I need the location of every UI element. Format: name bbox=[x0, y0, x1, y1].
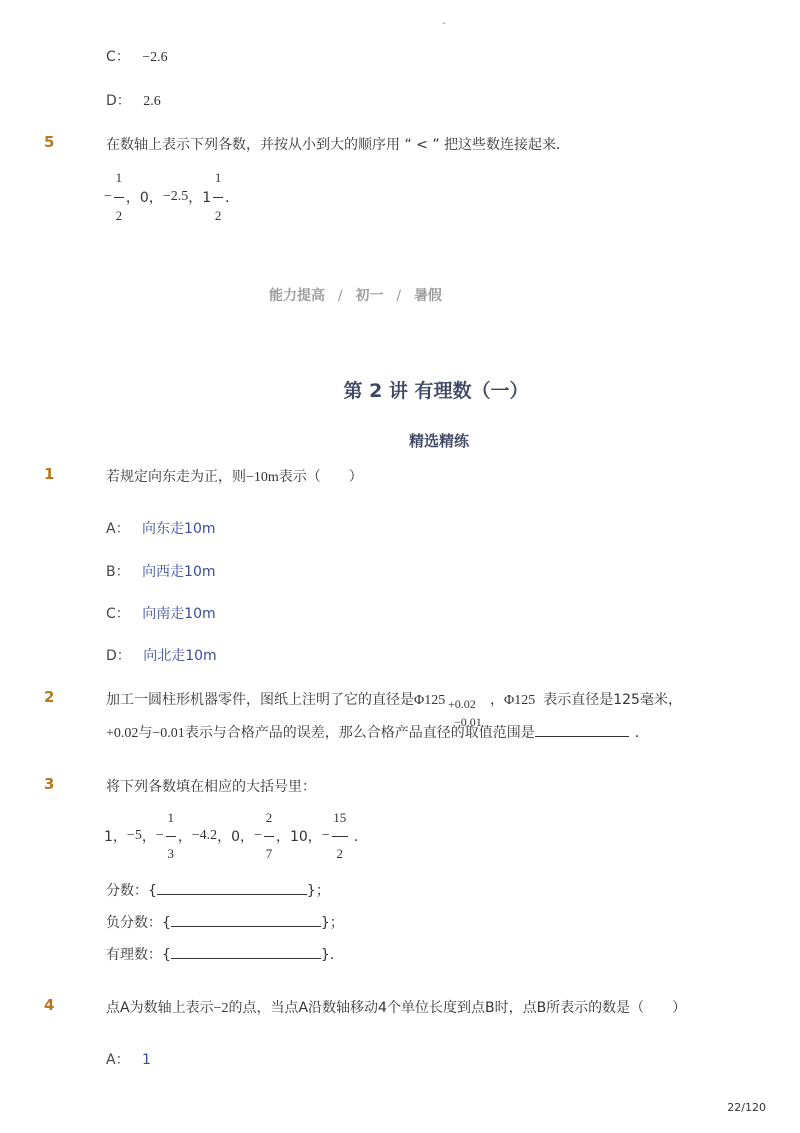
fraction bbox=[112, 170, 126, 224]
fill-row-close: }； bbox=[306, 883, 330, 899]
fill-row-fractions bbox=[106, 880, 330, 900]
answer-blank[interactable] bbox=[171, 913, 321, 927]
question-text: 将下列各数填在相应的大括号里： bbox=[106, 779, 316, 795]
option-value: 向东走10m bbox=[142, 521, 216, 537]
option-b[interactable] bbox=[106, 561, 216, 581]
number-value: +0.02 bbox=[106, 726, 139, 741]
text-part: 与 bbox=[138, 725, 153, 741]
end-punct: ． bbox=[353, 829, 368, 845]
option-value: 1 bbox=[142, 1052, 151, 1068]
text-part: 若规定向东走为正，则 bbox=[106, 469, 246, 485]
separator: ，10， bbox=[275, 829, 322, 845]
text-part: 表示与合格产品的误差，那么合格产品直径的取值范围是 bbox=[184, 725, 535, 741]
fraction-numerator: 1 bbox=[115, 170, 123, 185]
fill-row-rationals bbox=[106, 944, 344, 964]
fraction-numerator: 1 bbox=[214, 170, 222, 185]
option-label: A： bbox=[106, 521, 130, 537]
option-label: A： bbox=[106, 1052, 130, 1068]
option-label: B： bbox=[106, 564, 130, 580]
text-part: 加工一圆柱形机器零件，图纸上注明了它的直径是 bbox=[106, 692, 414, 708]
question-line-2 bbox=[106, 722, 649, 742]
minus-sign: − bbox=[254, 828, 262, 843]
fill-row-close: }． bbox=[320, 947, 344, 963]
question-number: 1 bbox=[44, 465, 55, 483]
text-part: 点A为数轴上表示 bbox=[106, 1000, 214, 1016]
answer-blank[interactable] bbox=[157, 881, 307, 895]
question-number: 3 bbox=[44, 775, 55, 793]
breadcrumb-part: 暑假 bbox=[413, 288, 442, 304]
question-text bbox=[106, 997, 686, 1017]
question-line-1 bbox=[106, 689, 682, 729]
upper-tolerance: +0.02 bbox=[448, 697, 476, 711]
breadcrumb-part: 能力提高 bbox=[269, 288, 325, 304]
text-part: 表示（ ） bbox=[278, 469, 363, 485]
question-number: 5 bbox=[44, 133, 55, 151]
option-c[interactable] bbox=[106, 46, 168, 66]
fill-row-negative-fractions bbox=[106, 912, 344, 932]
question-number: 2 bbox=[44, 688, 55, 706]
fraction bbox=[164, 810, 178, 862]
separator: ， bbox=[177, 829, 192, 845]
option-value: −2.6 bbox=[142, 50, 168, 65]
fraction-denominator: 2 bbox=[214, 208, 222, 223]
fill-row-label: 有理数：{ bbox=[106, 947, 171, 963]
fraction-numerator: 2 bbox=[265, 810, 273, 825]
separator: ，0， bbox=[125, 190, 163, 206]
option-value: 向北走10m bbox=[143, 648, 217, 664]
number-value: −2 bbox=[213, 1001, 229, 1016]
separator: ，0， bbox=[217, 829, 255, 845]
fraction bbox=[262, 810, 276, 862]
option-a[interactable] bbox=[106, 1049, 151, 1069]
number-value: −10m bbox=[246, 470, 279, 485]
number-value: −4.2 bbox=[191, 828, 218, 843]
breadcrumb-part: 初一 bbox=[355, 288, 384, 304]
fill-row-label: 分数：{ bbox=[106, 883, 157, 899]
lecture-title: 第 2 讲 有理数（一） bbox=[343, 380, 529, 402]
fraction bbox=[211, 170, 225, 224]
breadcrumb-sep: / bbox=[337, 288, 343, 304]
separator: ，1 bbox=[188, 190, 212, 206]
lower-tolerance: −0.01 bbox=[454, 715, 482, 729]
option-value: 向西走10m bbox=[142, 564, 216, 580]
option-c[interactable] bbox=[106, 603, 216, 623]
option-value: 2.6 bbox=[143, 94, 161, 109]
option-label: C： bbox=[106, 49, 130, 65]
number-value: −2.5 bbox=[162, 189, 189, 204]
minus-sign: − bbox=[104, 189, 112, 204]
fraction-denominator: 3 bbox=[167, 846, 174, 861]
fill-row-label: 负分数：{ bbox=[106, 915, 171, 931]
fraction-denominator: 2 bbox=[336, 846, 343, 861]
option-label: D： bbox=[106, 648, 131, 664]
number-list bbox=[104, 808, 368, 864]
question-text bbox=[106, 466, 363, 486]
fraction-denominator: 2 bbox=[115, 208, 123, 223]
fraction bbox=[330, 810, 350, 862]
diameter-symbol: Φ125 bbox=[504, 693, 536, 708]
option-value: 向南走10m bbox=[142, 606, 216, 622]
option-label: C： bbox=[106, 606, 130, 622]
answer-blank[interactable] bbox=[171, 945, 321, 959]
fraction-numerator: 1 bbox=[167, 810, 174, 825]
number-list bbox=[104, 168, 239, 226]
fraction-numerator: 15 bbox=[333, 810, 347, 825]
page-header-mark: - bbox=[442, 18, 446, 29]
minus-sign: − bbox=[155, 828, 164, 843]
text-part: 的点，当点A沿数轴移动4个单位长度到点B时，点B所表示的数是（ ） bbox=[228, 1000, 687, 1016]
option-label: D： bbox=[106, 93, 131, 109]
option-a[interactable] bbox=[106, 518, 215, 538]
option-d[interactable] bbox=[106, 90, 161, 110]
number-value: 1， bbox=[104, 829, 127, 845]
option-d[interactable] bbox=[106, 645, 217, 665]
page-number: 22/120 bbox=[727, 1101, 766, 1114]
fill-row-close: }； bbox=[320, 915, 344, 931]
number-value: −0.01 bbox=[152, 726, 185, 741]
diameter-symbol: Φ125 bbox=[414, 693, 446, 708]
number-value: −5 bbox=[126, 828, 142, 843]
minus-sign: − bbox=[321, 828, 330, 843]
text-part: ， bbox=[490, 692, 504, 708]
end-punct: ． bbox=[634, 725, 649, 741]
end-punct: ． bbox=[225, 190, 240, 206]
section-title: 精选精练 bbox=[408, 432, 469, 450]
question-text: 在数轴上表示下列各数，并按从小到大的顺序用 “ < ” 把这些数连接起来． bbox=[106, 137, 571, 153]
answer-blank[interactable] bbox=[535, 723, 629, 737]
fraction-denominator: 7 bbox=[265, 846, 273, 861]
question-number: 4 bbox=[44, 996, 55, 1014]
tolerance-expr bbox=[414, 693, 490, 729]
breadcrumb bbox=[269, 285, 442, 305]
text-part: 表示直径是125毫米， bbox=[543, 692, 682, 708]
separator: ， bbox=[141, 829, 156, 845]
breadcrumb-sep: / bbox=[396, 288, 402, 304]
